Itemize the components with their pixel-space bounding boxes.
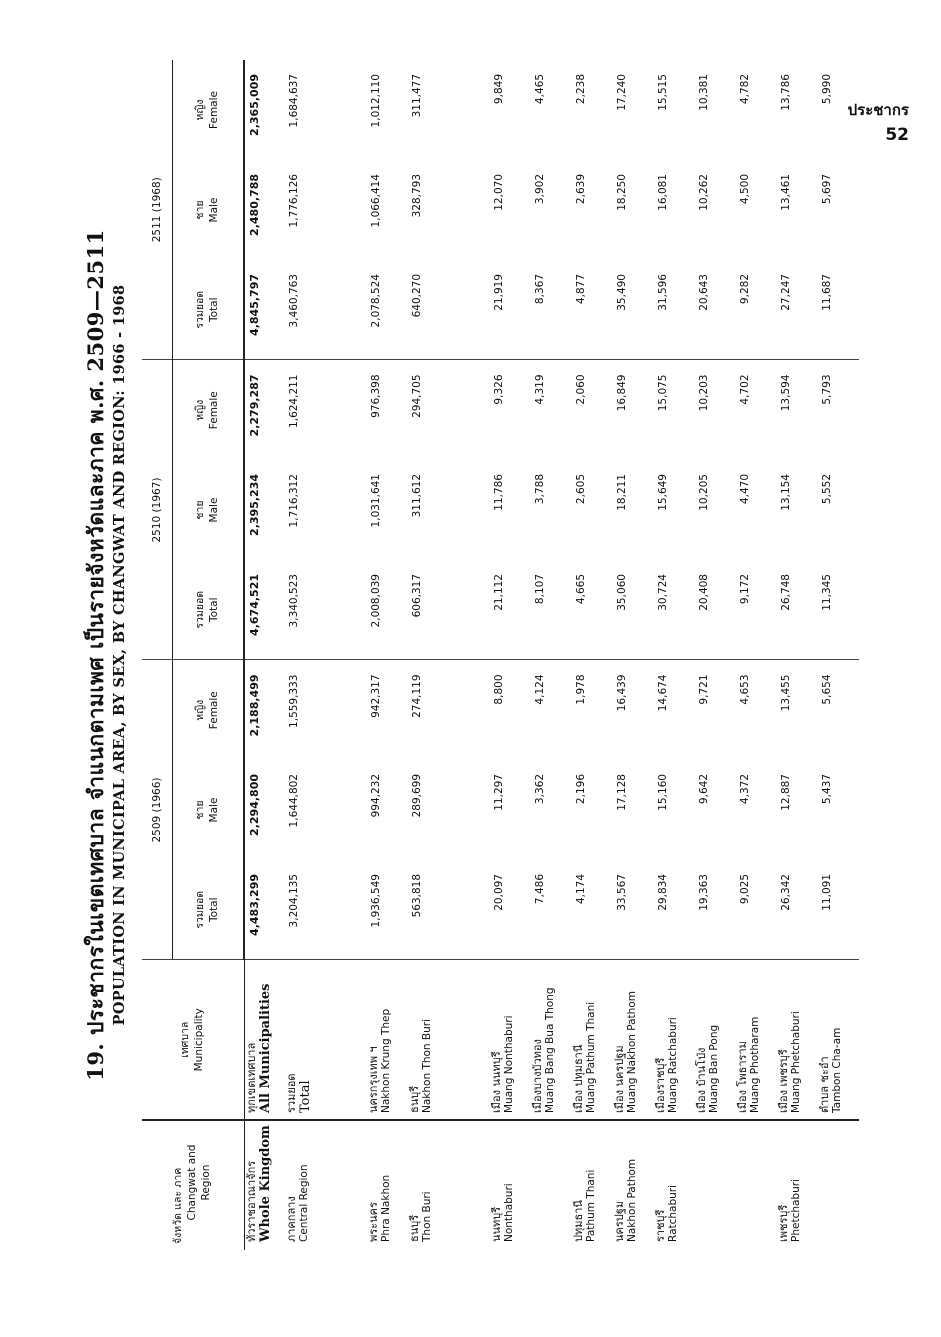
subheader-male-en: Male [208,197,220,223]
value-cell: 994,232 [370,774,382,818]
municipality-name-th: ธนบุรี [408,1085,421,1113]
value-cell: 13,786 [780,74,792,111]
value-cell: 3,362 [534,774,546,805]
region-name-en: Whole Kingdom [257,1125,273,1242]
spacer-cell [449,260,490,360]
region-name-en: Central Region [298,1164,311,1242]
value-cell: 13,461 [780,174,792,211]
value-cell: 1,936,549 [370,874,382,928]
value-cell: 21,919 [493,274,505,311]
table-row [818,60,859,1250]
value-cell: 2,078,524 [370,274,382,328]
municipality-name-en: Muang Photharam [749,1016,762,1113]
value-cell: 1,066,414 [370,174,382,228]
region-name-en: Pathum Thani [585,1169,598,1242]
region-cell [613,1120,654,1250]
spacer-cell [449,1120,490,1250]
value-cell: 1,716,312 [288,474,300,528]
value-cell: 13,594 [777,360,818,460]
value-cell: 2,395,234 [248,474,261,536]
spacer-cell [326,760,367,860]
spacer-cell [326,960,367,1120]
region-name-th: ธนบุรี [408,1214,421,1242]
spacer-cell [449,960,490,1120]
value-cell: 10,205 [698,474,710,511]
value-cell: 2,196 [575,774,587,805]
value-cell: 10,203 [695,360,736,460]
municipality-name-en: Nakhon Krung Thep [380,1008,393,1113]
municipality-name-en: Total [298,1080,314,1113]
municipality-name-en: Muang Nonthaburi [503,1015,516,1113]
spacer-cell [449,860,490,960]
value-cell: 294,705 [408,360,449,460]
table-row [777,60,818,1250]
region-name-en: Nonthaburi [503,1183,516,1242]
value-cell: 18,211 [616,474,628,511]
rotated-table-page [80,60,860,1250]
table-title-thai: 19. ประชากรในเขตเทศบาล จำแนกตามเพศ เป็นรายจังหวัดและภาค พ.ศ. 2509—2511 [83,229,108,1081]
value-cell: 11,091 [821,874,833,911]
spacer-cell [449,560,490,660]
spacer-cell [326,360,367,460]
subheader-total-en: Total [208,297,220,323]
value-cell: 4,319 [531,360,572,460]
value-cell: 15,515 [657,74,669,111]
region-cell [490,1120,531,1250]
value-cell: 4,653 [736,660,777,760]
value-cell: 1,624,211 [285,360,326,460]
value-cell: 20,643 [698,274,710,311]
municipality-name-th: เมือง โพธาราม [736,1041,749,1113]
municipality-cell [408,960,449,1120]
table-row [285,60,326,1250]
value-cell: 19,363 [698,874,710,911]
municipality-cell [285,960,326,1120]
municipality-name-en: Muang Pathum Thani [585,1001,598,1113]
value-cell: 4,174 [575,874,587,905]
subheader-female-th: หญิง [194,699,207,721]
region-name-th: พระนคร [367,1202,380,1242]
subheader-female [173,660,245,760]
value-cell: 12,070 [493,174,505,211]
value-cell: 2,480,788 [248,174,261,236]
region-cell [408,1120,449,1250]
col-header-region [142,1120,244,1250]
value-cell: 16,849 [613,360,654,460]
municipality-name-en: Muang Phetchaburi [790,1011,803,1113]
value-cell: 2,639 [575,174,587,205]
value-cell: 4,124 [531,660,572,760]
col-header-municipality-th: เทศบาล [179,1021,192,1058]
municipality-name-th: เมือง เพชรบุรี [777,1049,790,1113]
value-cell: 26,342 [780,874,792,911]
subheader-total-th: รวมยอด [194,290,207,329]
region-cell [285,1120,326,1250]
value-cell: 17,128 [616,774,628,811]
region-name-th: ราชบุรี [654,1209,667,1242]
value-cell: 10,262 [698,174,710,211]
value-cell: 1,559,333 [285,660,326,760]
page-number: 52 [885,125,909,145]
value-cell: 20,408 [698,574,710,611]
value-cell: 3,340,523 [288,574,300,628]
subheader-male [173,760,245,860]
col-header-region-th: จังหวัด และ ภาค [172,1167,185,1244]
value-cell: 1,978 [572,660,613,760]
value-cell: 9,721 [695,660,736,760]
region-name-en: Phra Nakhon [380,1174,393,1242]
value-cell: 17,240 [616,74,628,111]
subheader-male-en: Male [208,797,220,823]
value-cell: 5,654 [818,660,859,760]
municipality-name-th: ทุกเขตเทศบาล [244,1042,258,1113]
value-cell: 16,081 [657,174,669,211]
value-cell: 15,075 [654,360,695,460]
subheader-total-th: รวมยอด [194,590,207,629]
spacer-cell [449,460,490,560]
value-cell: 5,552 [821,474,833,505]
value-cell: 9,849 [493,74,505,105]
value-cell: 2,605 [575,474,587,505]
municipality-name-en: All Municipalities [257,983,273,1113]
value-cell: 1,684,637 [288,74,300,128]
value-cell: 13,154 [780,474,792,511]
value-cell: 35,060 [616,574,628,611]
value-cell: 11,345 [821,574,833,611]
region-name-th: ปทุมธานี [572,1200,585,1242]
municipality-name-en: Muang Nakhon Pathom [626,991,639,1113]
subheader-total-en: Total [208,897,220,923]
value-cell: 7,486 [534,874,546,905]
subheader-female-th: หญิง [194,399,207,421]
value-cell: 1,031,641 [370,474,382,528]
value-cell: 4,500 [739,174,751,205]
col-header-municipality-en: Municipality [192,1008,205,1072]
section-name: ประชากร [847,101,909,119]
value-cell: 4,665 [575,574,587,605]
subheader-total [173,260,245,360]
value-cell: 9,282 [739,274,751,305]
value-cell: 3,460,763 [288,274,300,328]
value-cell: 2,238 [575,74,587,105]
municipality-name-th: เมือง นนทบุรี [490,1051,503,1113]
region-cell [818,1120,859,1250]
spacer-cell [449,360,490,460]
region-name-th: ทั่วราชอาณาจักร [244,1160,258,1242]
value-cell: 3,788 [534,474,546,505]
municipality-name-en: Muang Ban Pong [708,1024,721,1113]
value-cell: 2,008,039 [370,574,382,628]
value-cell: 18,250 [616,174,628,211]
table-row [572,60,613,1250]
municipality-cell [572,960,613,1120]
subheader-total-th: รวมยอด [194,890,207,929]
value-cell: 563,818 [411,874,423,918]
value-cell: 9,025 [739,874,751,905]
value-cell: 4,372 [739,774,751,805]
region-name-en: Nakhon Pathom [626,1158,639,1242]
value-cell: 640,270 [411,274,423,318]
value-cell: 16,439 [613,660,654,760]
subheader-female [173,360,245,460]
region-cell [572,1120,613,1250]
value-cell: 2,279,287 [244,360,285,460]
value-cell: 15,649 [657,474,669,511]
municipality-name-th: เมือง บ้านโป่ง [695,1047,708,1113]
subheader-male [173,160,245,260]
value-cell: 4,877 [575,274,587,305]
value-cell: 3,204,135 [288,874,300,928]
subheader-male-th: ชาย [194,500,207,520]
subheader-male-en: Male [208,497,220,523]
value-cell: 311,477 [411,74,423,118]
subheader-female-en: Female [208,691,220,730]
spacer-cell [326,60,367,160]
value-cell: 4,470 [739,474,751,505]
value-cell: 289,699 [411,774,423,818]
table-row [654,60,695,1250]
municipality-name-th: รวมยอด [285,1073,298,1113]
subheader-male-th: ชาย [194,200,207,220]
value-cell: 942,317 [367,660,408,760]
spacer-cell [326,1120,367,1250]
value-cell: 311,612 [411,474,423,518]
municipality-name-en: Muang Ratchaburi [667,1017,680,1113]
spacer-cell [449,660,490,760]
value-cell: 606,317 [411,574,423,618]
value-cell: 14,674 [654,660,695,760]
spacer-cell [326,460,367,560]
col-header-region-en: Changwat and Region [185,1144,212,1221]
spacer-cell [449,760,490,860]
municipality-cell [490,960,531,1120]
spacer-cell [326,860,367,960]
value-cell: 12,887 [780,774,792,811]
subheader-female-th: หญิง [194,99,207,121]
value-cell: 5,793 [818,360,859,460]
spacer-cell [449,60,490,160]
year-header-2510: 2510 (1967) [142,360,173,660]
col-header-municipality [142,960,244,1120]
region-cell [736,1120,777,1250]
value-cell: 3,902 [534,174,546,205]
value-cell: 4,782 [739,74,751,105]
municipality-name-th: เมือง ปทุมธานี [572,1044,585,1113]
region-name-th: นนทบุรี [490,1206,503,1242]
value-cell: 9,172 [739,574,751,605]
value-cell: 11,786 [493,474,505,511]
region-cell [531,1120,572,1250]
region-name-th: นครปฐม [613,1200,626,1242]
municipality-name-th: เมือง นครปฐม [613,1045,626,1113]
value-cell: 21,112 [493,574,505,611]
region-cell [367,1120,408,1250]
value-cell: 11,687 [821,274,833,311]
value-cell: 20,097 [493,874,505,911]
value-cell: 4,845,797 [248,274,261,336]
value-cell: 35,490 [616,274,628,311]
value-cell: 9,642 [698,774,710,805]
table-row [408,60,449,1250]
spacer-cell [326,260,367,360]
value-cell: 4,702 [736,360,777,460]
municipality-cell [736,960,777,1120]
value-cell: 5,697 [821,174,833,205]
value-cell: 5,990 [821,74,833,105]
municipality-cell [531,960,572,1120]
value-cell: 26,748 [780,574,792,611]
value-cell: 4,483,299 [248,874,261,936]
table-title-english: POPULATION IN MUNICIPAL AREA, BY SEX, BY CHANGWAT AND REGION: 1966 - 1968 [111,284,128,1026]
value-cell: 274,119 [408,660,449,760]
subheader-female-en: Female [208,391,220,430]
row-spacer [326,60,367,1250]
table-row [490,60,531,1250]
table-row [736,60,777,1250]
value-cell: 11,297 [493,774,505,811]
subheader-total-en: Total [208,597,220,623]
table-row [367,60,408,1250]
value-cell: 29,834 [657,874,669,911]
region-name-en: Ratchaburi [667,1184,680,1242]
value-cell: 10,381 [698,74,710,111]
municipality-name-en: Tambon Cha-am [831,1027,844,1113]
value-cell: 30,724 [657,574,669,611]
table-row [613,60,654,1250]
subheader-male [173,460,245,560]
spacer-cell [326,560,367,660]
spacer-cell [326,660,367,760]
region-cell [695,1120,736,1250]
spacer-cell [449,160,490,260]
municipality-name-th: เมืองบางบัวทอง [531,1039,544,1113]
table-row [695,60,736,1250]
value-cell: 27,247 [780,274,792,311]
subheader-total [173,560,245,660]
subheader-female-en: Female [208,91,220,129]
region-cell [654,1120,695,1250]
spacer-cell [326,160,367,260]
municipality-cell [244,960,285,1120]
population-table [142,60,859,1250]
region-cell [777,1120,818,1250]
value-cell: 328,793 [411,174,423,218]
value-cell: 8,800 [490,660,531,760]
value-cell: 15,160 [657,774,669,811]
value-cell: 1,644,802 [288,774,300,828]
row-spacer [449,60,490,1250]
municipality-name-th: ตำบล ชะอำ [818,1056,831,1113]
value-cell: 2,365,009 [248,74,261,136]
value-cell: 8,107 [534,574,546,605]
value-cell: 4,674,521 [248,574,261,636]
region-name-th: ภาคกลาง [285,1196,298,1242]
municipality-cell [654,960,695,1120]
municipality-cell [695,960,736,1120]
value-cell: 1,012,110 [370,74,382,128]
region-name-en: Phetchaburi [790,1179,803,1242]
value-cell: 5,437 [821,774,833,805]
value-cell: 2,060 [572,360,613,460]
municipality-name-th: เมืองราชบุรี [654,1057,667,1113]
subheader-male-th: ชาย [194,800,207,820]
value-cell: 2,188,499 [244,660,285,760]
value-cell: 31,596 [657,274,669,311]
table-row [531,60,572,1250]
value-cell: 9,326 [490,360,531,460]
region-name-en: Thon Buri [421,1191,434,1242]
municipality-cell [818,960,859,1120]
municipality-cell [777,960,818,1120]
value-cell: 13,455 [777,660,818,760]
municipality-cell [613,960,654,1120]
municipality-name-en: Muang Bang Bua Thong [544,987,557,1113]
value-cell: 1,776,126 [288,174,300,228]
value-cell: 8,367 [534,274,546,305]
table-row [244,60,285,1250]
value-cell: 2,294,800 [248,774,261,836]
subheader-female [173,60,245,160]
value-cell: 4,465 [534,74,546,105]
subheader-total [173,860,245,960]
region-cell [244,1120,285,1250]
municipality-cell [367,960,408,1120]
year-header-2509: 2509 (1966) [142,660,173,960]
value-cell: 976,398 [367,360,408,460]
municipality-name-en: Nakhon Thon Buri [421,1018,434,1113]
region-name-th: เพชรบุรี [777,1204,790,1242]
value-cell: 33,567 [616,874,628,911]
year-header-2511: 2511 (1968) [142,60,173,360]
municipality-name-th: นครกรุงเทพ ฯ [367,1046,380,1113]
